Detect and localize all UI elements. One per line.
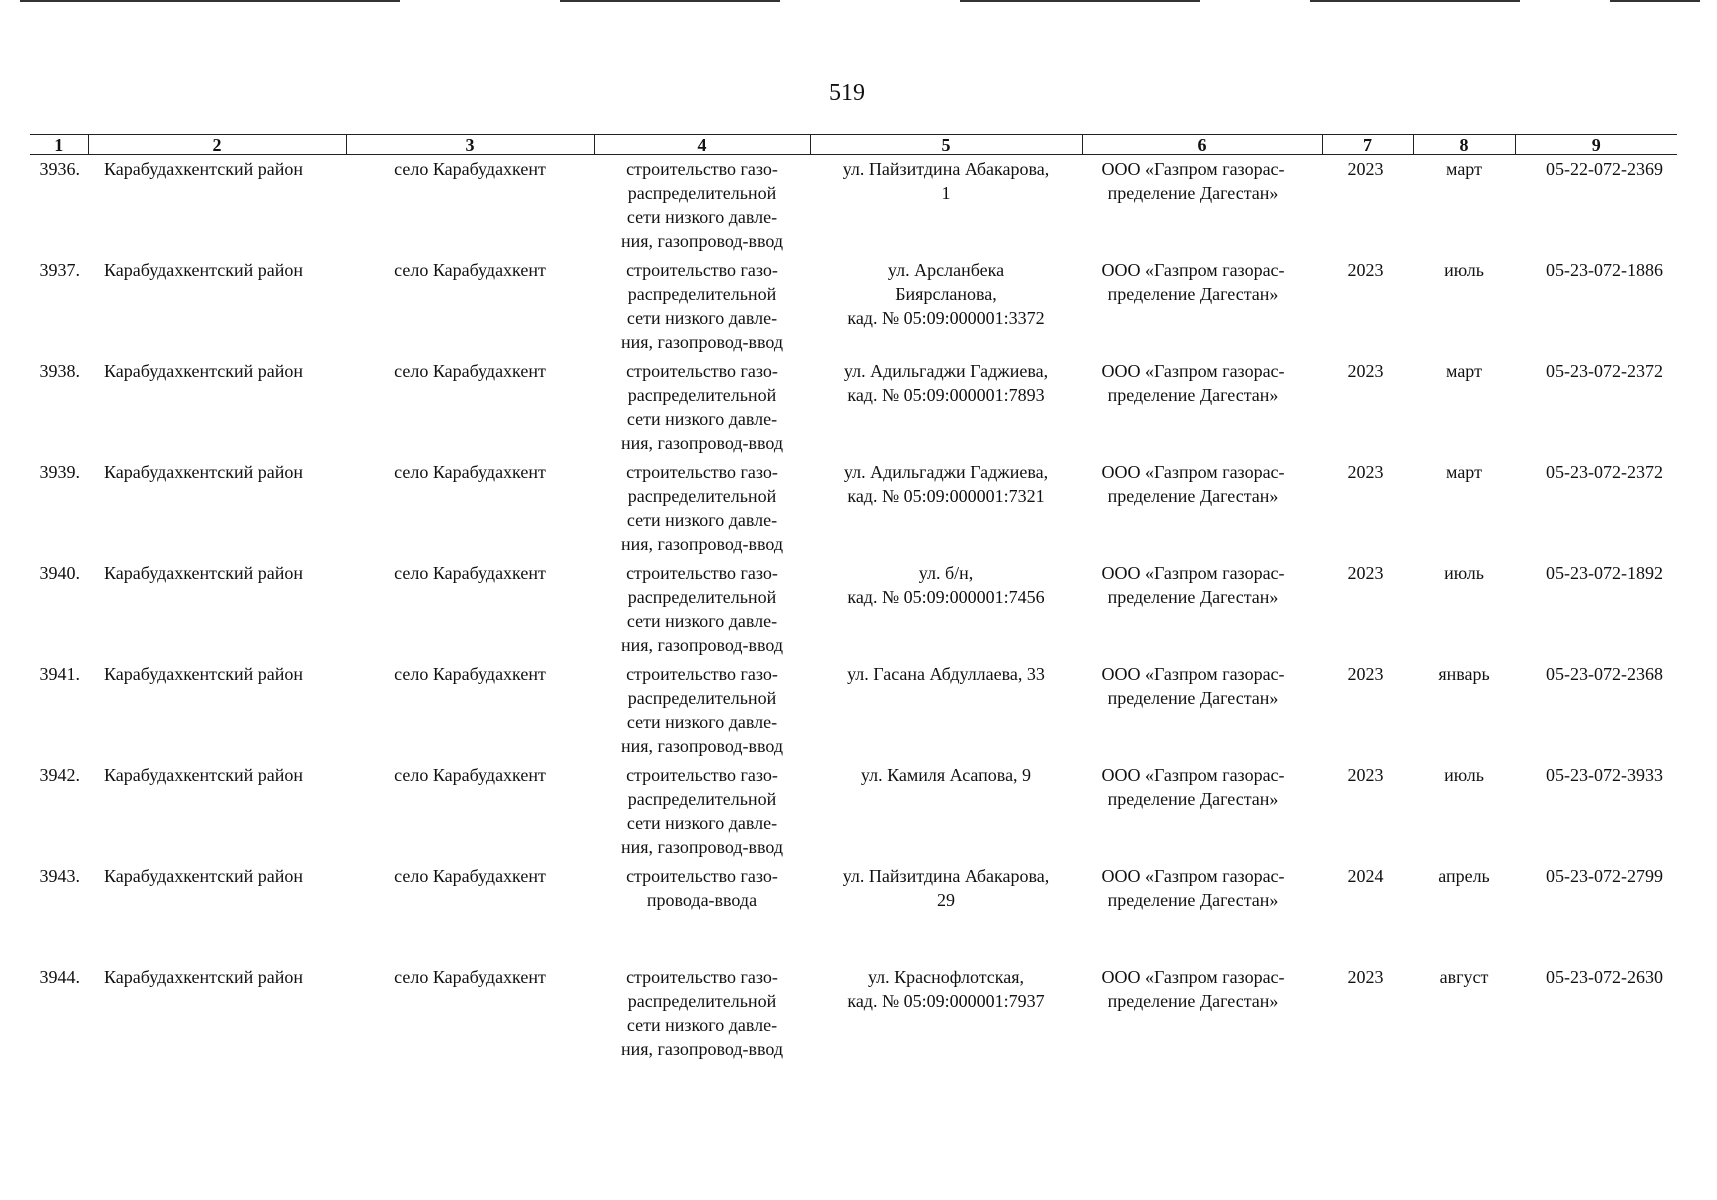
organization-cell-line: пределение Дагестан»: [1107, 284, 1279, 304]
table-row: [30, 460, 1677, 561]
address-cell-line: кад. № 05:09:000001:7937: [847, 991, 1045, 1011]
locality-cell: село Карабудахкент: [394, 563, 546, 583]
row-number: 3939.: [39, 462, 80, 482]
row-number: 3937.: [39, 260, 80, 280]
year-cell: 2024: [1347, 866, 1384, 886]
code-cell: 05-23-072-2372: [1546, 361, 1663, 381]
address-cell-line: ул. Пайзитдина Абакарова,: [842, 866, 1050, 886]
organization-cell: [1082, 864, 1322, 965]
scan-edge-line: [20, 0, 400, 2]
organization-cell-line: ООО «Газпром газорас-: [1101, 866, 1285, 886]
work-type-cell: [594, 763, 810, 864]
organization-cell-line: ООО «Газпром газорас-: [1101, 462, 1285, 482]
scan-edge-line: [1310, 0, 1520, 2]
address-cell-line: кад. № 05:09:000001:7321: [847, 486, 1045, 506]
table-row: [30, 359, 1677, 460]
organization-cell-line: пределение Дагестан»: [1107, 587, 1279, 607]
address-cell-line: ул. Гасана Абдуллаева, 33: [847, 664, 1045, 684]
district-cell: Карабудахкентский район: [104, 563, 303, 583]
code-cell: 05-23-072-1892: [1546, 563, 1663, 583]
code-cell: 05-23-072-2630: [1546, 967, 1663, 987]
column-header: 5: [810, 135, 1082, 155]
work-type-cell-line: сети низкого давле-: [626, 611, 778, 631]
month-cell: январь: [1438, 664, 1490, 684]
work-type-cell-line: распределительной: [627, 789, 777, 809]
address-cell-line: 29: [937, 890, 955, 910]
organization-cell-line: пределение Дагестан»: [1107, 789, 1279, 809]
work-type-cell-line: ния, газопровод-ввод: [620, 837, 784, 857]
table-row: [30, 561, 1677, 662]
work-type-cell-line: сети низкого давле-: [626, 409, 778, 429]
work-type-cell-line: сети низкого давле-: [626, 813, 778, 833]
work-type-cell: [594, 258, 810, 359]
scan-edge-line: [1610, 0, 1700, 2]
organization-cell: [1082, 359, 1322, 460]
organization-cell-line: пределение Дагестан»: [1107, 890, 1279, 910]
organization-cell-line: ООО «Газпром газорас-: [1101, 967, 1285, 987]
organization-cell-line: ООО «Газпром газорас-: [1101, 260, 1285, 280]
code-cell: 05-22-072-2369: [1546, 159, 1663, 179]
work-type-cell-line: распределительной: [627, 587, 777, 607]
work-type-cell-line: строительство газо-: [626, 967, 778, 987]
work-type-cell-line: строительство газо-: [626, 159, 778, 179]
organization-cell: [1082, 155, 1322, 259]
table-header-row: [30, 135, 1677, 155]
work-type-cell-line: распределительной: [627, 486, 777, 506]
work-type-cell-line: ния, газопровод-ввод: [620, 1039, 784, 1059]
work-type-cell-line: ния, газопровод-ввод: [620, 433, 784, 453]
address-cell: [810, 662, 1082, 763]
row-number: 3943.: [39, 866, 80, 886]
year-cell: 2023: [1347, 361, 1384, 381]
work-type-cell-line: строительство газо-: [626, 361, 778, 381]
table-body: [30, 155, 1677, 1067]
work-type-cell-line: распределительной: [627, 284, 777, 304]
organization-cell: [1082, 965, 1322, 1066]
month-cell: июль: [1444, 765, 1484, 785]
work-type-cell-line: строительство газо-: [626, 765, 778, 785]
organization-cell: [1082, 763, 1322, 864]
month-cell: март: [1446, 361, 1482, 381]
month-cell: июль: [1444, 260, 1484, 280]
year-cell: 2023: [1347, 159, 1384, 179]
locality-cell: село Карабудахкент: [394, 866, 546, 886]
district-cell: Карабудахкентский район: [104, 967, 303, 987]
work-type-cell-line: ния, газопровод-ввод: [620, 736, 784, 756]
work-type-cell: [594, 561, 810, 662]
month-cell: апрель: [1438, 866, 1490, 886]
address-cell-line: ул. Арсланбека: [887, 260, 1005, 280]
organization-cell-line: пределение Дагестан»: [1107, 991, 1279, 1011]
address-cell-line: ул. Пайзитдина Абакарова,: [842, 159, 1050, 179]
locality-cell: село Карабудахкент: [394, 462, 546, 482]
address-cell-line: ул. Камиля Асапова, 9: [860, 765, 1032, 785]
organization-cell-line: ООО «Газпром газорас-: [1101, 664, 1285, 684]
address-cell: [810, 864, 1082, 965]
organization-cell-line: пределение Дагестан»: [1107, 486, 1279, 506]
address-cell-line: кад. № 05:09:000001:3372: [847, 308, 1045, 328]
work-type-cell-line: провода-ввода: [646, 890, 758, 910]
locality-cell: село Карабудахкент: [394, 159, 546, 179]
column-header: 7: [1322, 135, 1413, 155]
work-type-cell-line: строительство газо-: [626, 866, 778, 886]
organization-cell-line: ООО «Газпром газорас-: [1101, 765, 1285, 785]
address-cell: [810, 460, 1082, 561]
work-type-cell: [594, 359, 810, 460]
year-cell: 2023: [1347, 765, 1384, 785]
work-type-cell: [594, 155, 810, 259]
work-type-cell-line: строительство газо-: [626, 260, 778, 280]
address-cell: [810, 155, 1082, 259]
district-cell: Карабудахкентский район: [104, 159, 303, 179]
address-cell: [810, 965, 1082, 1066]
address-cell-line: ул. Краснофлотская,: [867, 967, 1025, 987]
year-cell: 2023: [1347, 664, 1384, 684]
scan-edge-line: [560, 0, 780, 2]
address-cell: [810, 359, 1082, 460]
year-cell: 2023: [1347, 967, 1384, 987]
document-table: [30, 134, 1677, 1066]
row-number: 3940.: [39, 563, 80, 583]
address-cell-line: кад. № 05:09:000001:7456: [847, 587, 1045, 607]
work-type-cell-line: строительство газо-: [626, 664, 778, 684]
district-cell: Карабудахкентский район: [104, 866, 303, 886]
page-number: 519: [829, 80, 865, 106]
address-cell-line: 1: [941, 183, 951, 203]
month-cell: март: [1446, 462, 1482, 482]
address-cell-line: ул. б/н,: [918, 563, 974, 583]
column-header: 9: [1515, 135, 1677, 155]
month-cell: июль: [1444, 563, 1484, 583]
work-type-cell: [594, 864, 810, 965]
code-cell: 05-23-072-2368: [1546, 664, 1663, 684]
district-cell: Карабудахкентский район: [104, 462, 303, 482]
month-cell: август: [1439, 967, 1489, 987]
organization-cell-line: ООО «Газпром газорас-: [1101, 159, 1285, 179]
row-number: 3944.: [39, 967, 80, 987]
work-type-cell-line: распределительной: [627, 688, 777, 708]
address-cell-line: ул. Адильгаджи Гаджиева,: [843, 361, 1049, 381]
table-row: [30, 763, 1677, 864]
column-header: 8: [1413, 135, 1515, 155]
work-type-cell: [594, 662, 810, 763]
table-row: [30, 258, 1677, 359]
row-number: 3942.: [39, 765, 80, 785]
work-type-cell-line: ния, газопровод-ввод: [620, 534, 784, 554]
column-header: 3: [346, 135, 594, 155]
work-type-cell-line: ния, газопровод-ввод: [620, 231, 784, 251]
organization-cell: [1082, 662, 1322, 763]
work-type-cell: [594, 965, 810, 1066]
row-number: 3936.: [39, 159, 80, 179]
work-type-cell-line: сети низкого давле-: [626, 510, 778, 530]
organization-cell: [1082, 258, 1322, 359]
code-cell: 05-23-072-1886: [1546, 260, 1663, 280]
locality-cell: село Карабудахкент: [394, 361, 546, 381]
work-type-cell-line: распределительной: [627, 183, 777, 203]
column-header: 4: [594, 135, 810, 155]
organization-cell: [1082, 561, 1322, 662]
table-row: [30, 965, 1677, 1066]
table-row: [30, 155, 1677, 259]
work-type-cell-line: строительство газо-: [626, 462, 778, 482]
month-cell: март: [1446, 159, 1482, 179]
address-cell-line: кад. № 05:09:000001:7893: [847, 385, 1045, 405]
work-type-cell-line: сети низкого давле-: [626, 712, 778, 732]
locality-cell: село Карабудахкент: [394, 967, 546, 987]
work-type-cell-line: распределительной: [627, 991, 777, 1011]
row-number: 3938.: [39, 361, 80, 381]
locality-cell: село Карабудахкент: [394, 664, 546, 684]
organization-cell-line: ООО «Газпром газорас-: [1101, 361, 1285, 381]
address-cell: [810, 763, 1082, 864]
year-cell: 2023: [1347, 563, 1384, 583]
work-type-cell-line: ния, газопровод-ввод: [620, 635, 784, 655]
column-header: 6: [1082, 135, 1322, 155]
locality-cell: село Карабудахкент: [394, 765, 546, 785]
work-type-cell: [594, 460, 810, 561]
organization-cell-line: пределение Дагестан»: [1107, 183, 1279, 203]
district-cell: Карабудахкентский район: [104, 260, 303, 280]
column-header: 2: [88, 135, 346, 155]
district-cell: Карабудахкентский район: [104, 361, 303, 381]
code-cell: 05-23-072-3933: [1546, 765, 1663, 785]
organization-cell-line: пределение Дагестан»: [1107, 385, 1279, 405]
work-type-cell-line: распределительной: [627, 385, 777, 405]
organization-cell-line: ООО «Газпром газорас-: [1101, 563, 1285, 583]
column-header: 1: [30, 135, 88, 155]
year-cell: 2023: [1347, 260, 1384, 280]
address-cell: [810, 561, 1082, 662]
address-cell-line: Биярсланова,: [895, 284, 997, 304]
row-number: 3941.: [39, 664, 80, 684]
work-type-cell-line: сети низкого давле-: [626, 308, 778, 328]
work-type-cell-line: ния, газопровод-ввод: [620, 332, 784, 352]
district-cell: Карабудахкентский район: [104, 765, 303, 785]
table-row: [30, 662, 1677, 763]
organization-cell-line: пределение Дагестан»: [1107, 688, 1279, 708]
work-type-cell-line: сети низкого давле-: [626, 207, 778, 227]
locality-cell: село Карабудахкент: [394, 260, 546, 280]
organization-cell: [1082, 460, 1322, 561]
code-cell: 05-23-072-2799: [1546, 866, 1663, 886]
work-type-cell-line: строительство газо-: [626, 563, 778, 583]
address-cell-line: ул. Адильгаджи Гаджиева,: [843, 462, 1049, 482]
year-cell: 2023: [1347, 462, 1384, 482]
address-cell: [810, 258, 1082, 359]
district-cell: Карабудахкентский район: [104, 664, 303, 684]
table-row: [30, 864, 1677, 965]
work-type-cell-line: сети низкого давле-: [626, 1015, 778, 1035]
scan-edge-line: [960, 0, 1200, 2]
code-cell: 05-23-072-2372: [1546, 462, 1663, 482]
